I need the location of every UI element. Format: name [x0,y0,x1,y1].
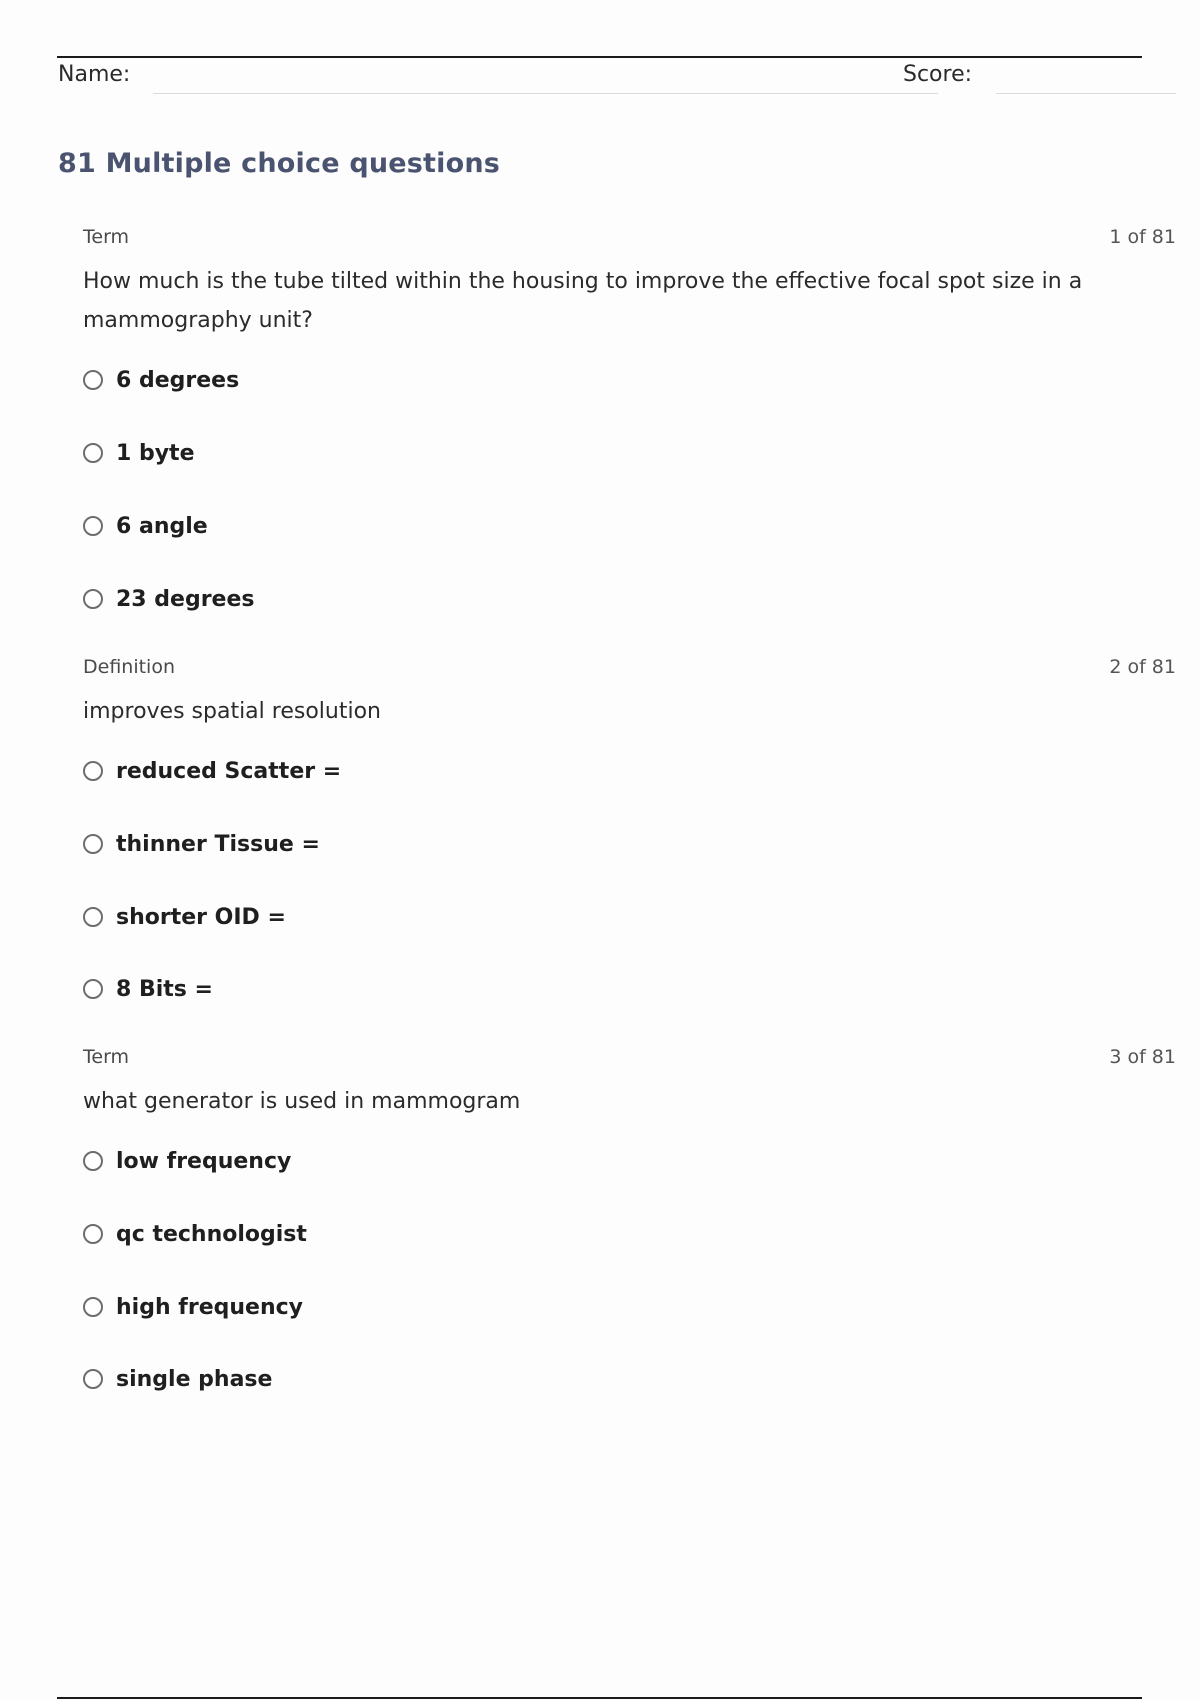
question-prompt: improves spatial resolution [83,699,381,724]
option-label: 1 byte [116,440,195,466]
option-label: 8 Bits = [116,976,213,1002]
option-label: qc technologist [116,1221,307,1247]
question-kind: Term [83,226,130,248]
radio-button[interactable] [83,907,103,927]
header-row [58,62,1178,96]
option[interactable] [83,829,320,859]
option[interactable] [83,902,286,932]
question-count: 2 of 81 [1109,656,1176,678]
option-label: low frequency [116,1148,292,1174]
option-label: 6 angle [116,513,208,539]
radio-button[interactable] [83,1151,103,1171]
question-count: 1 of 81 [1109,226,1176,248]
option[interactable] [83,511,208,541]
radio-button[interactable] [83,516,103,536]
option[interactable] [83,365,239,395]
option[interactable] [83,584,254,614]
top-rule [57,56,1142,58]
question-kind: Definition [83,656,176,678]
name-label: Name: [58,62,131,87]
score-label: Score: [903,62,973,87]
option[interactable] [83,1292,303,1322]
score-field[interactable] [996,93,1176,94]
option-label: single phase [116,1366,273,1392]
radio-button[interactable] [83,761,103,781]
radio-button[interactable] [83,370,103,390]
radio-button[interactable] [83,1369,103,1389]
option-label: 6 degrees [116,367,240,393]
option[interactable] [83,974,213,1004]
radio-button[interactable] [83,1224,103,1244]
option-label: high frequency [116,1294,303,1320]
option-label: thinner Tissue = [116,831,320,857]
radio-button[interactable] [83,443,103,463]
option[interactable] [83,438,195,468]
option-label: shorter OID = [116,904,286,930]
option-label: 23 degrees [116,586,255,612]
option[interactable] [83,1364,272,1394]
page-title: 81 Multiple choice questions [58,148,501,179]
question-prompt: what generator is used in mammogram [83,1089,521,1114]
question-kind: Term [83,1046,130,1068]
option[interactable] [83,1219,307,1249]
option-label: reduced Scatter = [116,758,342,784]
name-field[interactable] [153,93,938,94]
question-prompt: How much is the tube tilted within the housing to improve the effective focal spot size in a mammography unit? [83,269,1083,333]
bottom-rule [57,1697,1142,1699]
radio-button[interactable] [83,834,103,854]
radio-button[interactable] [83,1297,103,1317]
radio-button[interactable] [83,979,103,999]
radio-button[interactable] [83,589,103,609]
question-count: 3 of 81 [1109,1046,1176,1068]
option[interactable] [83,756,341,786]
option[interactable] [83,1146,291,1176]
